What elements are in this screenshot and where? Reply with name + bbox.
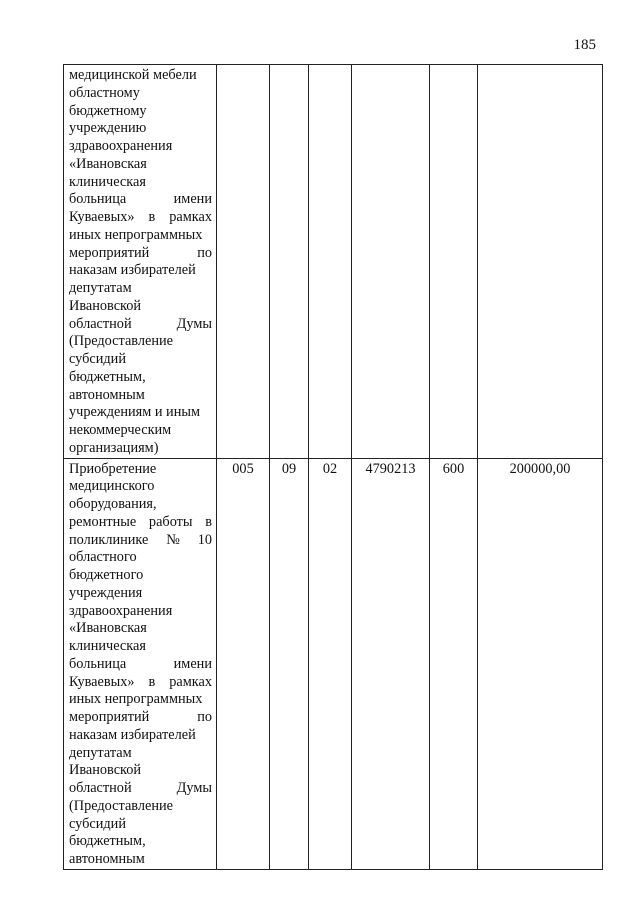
description-word: учреждения xyxy=(69,584,143,601)
budget-table xyxy=(63,64,603,870)
description-word: мероприятий xyxy=(69,244,150,261)
description-word: здравоохранения xyxy=(69,602,173,619)
amount-value xyxy=(478,65,602,67)
description-word: медицинского xyxy=(69,478,155,495)
description-word: иных непрограммных xyxy=(69,691,203,708)
description-line xyxy=(69,727,212,745)
description-word: Куваевых» xyxy=(69,209,135,225)
description-line xyxy=(69,387,212,405)
description-line xyxy=(69,191,212,209)
description-word: бюджетного xyxy=(69,567,144,583)
description-line xyxy=(69,496,212,514)
description-line xyxy=(69,691,212,709)
description-line xyxy=(69,709,212,727)
description-line xyxy=(69,156,212,174)
budget-table-body xyxy=(64,65,603,870)
description-word: учреждению xyxy=(69,120,147,137)
description-word: больница xyxy=(69,655,127,672)
amount-cell xyxy=(478,458,603,869)
description-line xyxy=(69,585,212,603)
description-line xyxy=(69,514,212,532)
target-article-cell xyxy=(352,65,430,459)
description-word: областного xyxy=(69,549,137,566)
description-word: наказам избирателей xyxy=(69,726,196,743)
description-cell xyxy=(64,458,217,869)
description-word: депутатам xyxy=(69,280,132,296)
description-line xyxy=(69,227,212,245)
description-line xyxy=(69,780,212,798)
description-line xyxy=(69,549,212,567)
subsection-value xyxy=(309,65,351,67)
description-word: субсидий xyxy=(69,815,126,832)
ministry-code-value xyxy=(217,65,269,67)
description-word: имени xyxy=(173,655,212,672)
description-word: депутатам xyxy=(69,744,132,761)
description-word: по xyxy=(197,244,212,261)
description-word: больница xyxy=(69,191,127,208)
description-line xyxy=(69,440,212,458)
description-word: областной xyxy=(69,315,132,332)
description-line xyxy=(69,620,212,638)
description-line xyxy=(69,638,212,656)
description-word: поликлинике xyxy=(69,531,149,548)
description-line xyxy=(69,762,212,780)
description-word: в xyxy=(205,513,212,530)
description-word: Ивановской xyxy=(69,762,142,779)
description-line xyxy=(69,103,212,121)
description-word: Думы xyxy=(176,315,212,332)
description-word: здравоохранения xyxy=(69,138,173,154)
description-word: имени xyxy=(173,191,212,208)
amount-value: 200000,00 xyxy=(509,460,571,477)
description-line xyxy=(69,120,212,138)
description-line xyxy=(69,138,212,156)
description-word: «Ивановская xyxy=(69,155,147,172)
description-word: Приобретение xyxy=(69,460,157,477)
page-number: 185 xyxy=(573,37,596,53)
description-word: рамках xyxy=(169,209,212,225)
expense-type-value: 600 xyxy=(442,460,465,477)
description-line xyxy=(69,532,212,550)
description-word: мероприятий xyxy=(69,709,150,725)
description-word: Ивановской xyxy=(69,297,142,314)
description-word: бюджетному xyxy=(69,102,147,119)
description-line xyxy=(69,567,212,585)
description-line xyxy=(69,656,212,674)
description-line xyxy=(69,67,212,85)
description-word: областному xyxy=(69,84,140,101)
section-cell xyxy=(270,458,309,869)
description-line xyxy=(69,422,212,440)
description-word: в xyxy=(148,209,156,225)
description-word: работы xyxy=(148,513,193,530)
description-word: (Предоставление xyxy=(69,797,173,814)
description-word: автономным xyxy=(69,851,145,867)
section-cell xyxy=(270,65,309,459)
expense-type-cell xyxy=(430,458,478,869)
description-word: по xyxy=(197,709,212,725)
description-word: бюджетным, xyxy=(69,368,146,385)
description-word: областной xyxy=(69,780,132,796)
ministry-code-value: 005 xyxy=(232,460,254,477)
description-word: организациям) xyxy=(69,439,159,456)
description-line xyxy=(69,833,212,851)
description-line xyxy=(69,461,212,479)
section-value xyxy=(270,65,308,67)
description-word: «Ивановская xyxy=(69,620,147,637)
ministry-code-cell xyxy=(217,65,270,459)
description-word: медицинской мебели xyxy=(69,67,197,83)
expense-type-cell xyxy=(430,65,478,459)
description-word: наказам избирателей xyxy=(69,262,196,279)
description-line xyxy=(69,209,212,227)
description-line xyxy=(69,298,212,316)
description-word: бюджетным, xyxy=(69,833,146,850)
description-word: № xyxy=(166,531,180,548)
description-word: клиническая xyxy=(69,638,146,654)
description-word: в xyxy=(148,673,156,690)
target-article-cell xyxy=(352,458,430,869)
description-line xyxy=(69,333,212,351)
description-line xyxy=(69,404,212,422)
description-line xyxy=(69,245,212,263)
description-line xyxy=(69,316,212,334)
description-word: (Предоставление xyxy=(69,333,173,350)
description-cell xyxy=(64,65,217,459)
description-line xyxy=(69,674,212,692)
description-line xyxy=(69,798,212,816)
expense-type-value xyxy=(430,65,477,67)
description-line xyxy=(69,85,212,103)
description-word: Куваевых» xyxy=(69,673,135,690)
amount-cell xyxy=(478,65,603,459)
description-line xyxy=(69,280,212,298)
description-line xyxy=(69,174,212,192)
target-article-value xyxy=(352,65,429,67)
ministry-code-cell xyxy=(217,458,270,869)
description-line xyxy=(69,369,212,387)
description-line xyxy=(69,745,212,763)
description-word: некоммерческим xyxy=(69,422,172,438)
description-word: рамках xyxy=(169,673,212,690)
description-line xyxy=(69,262,212,280)
description-line xyxy=(69,851,212,869)
description-line xyxy=(69,478,212,496)
table-row xyxy=(64,65,603,459)
description-word: иных непрограммных xyxy=(69,226,203,243)
description-word: ремонтные xyxy=(69,513,137,530)
subsection-cell xyxy=(309,65,352,459)
description-word: учреждениям и иным xyxy=(69,404,201,421)
description-word: Думы xyxy=(176,780,212,796)
target-article-value: 4790213 xyxy=(365,460,416,477)
subsection-value: 02 xyxy=(322,460,338,477)
subsection-cell xyxy=(309,458,352,869)
description-line xyxy=(69,603,212,621)
table-row xyxy=(64,458,603,869)
description-word: автономным xyxy=(69,386,145,403)
description-word: оборудования, xyxy=(69,496,157,512)
description-word: клиническая xyxy=(69,173,146,190)
description-word: 10 xyxy=(197,531,212,548)
description-line xyxy=(69,351,212,369)
description-word: субсидий xyxy=(69,351,126,367)
description-line xyxy=(69,816,212,834)
section-value: 09 xyxy=(281,460,297,477)
